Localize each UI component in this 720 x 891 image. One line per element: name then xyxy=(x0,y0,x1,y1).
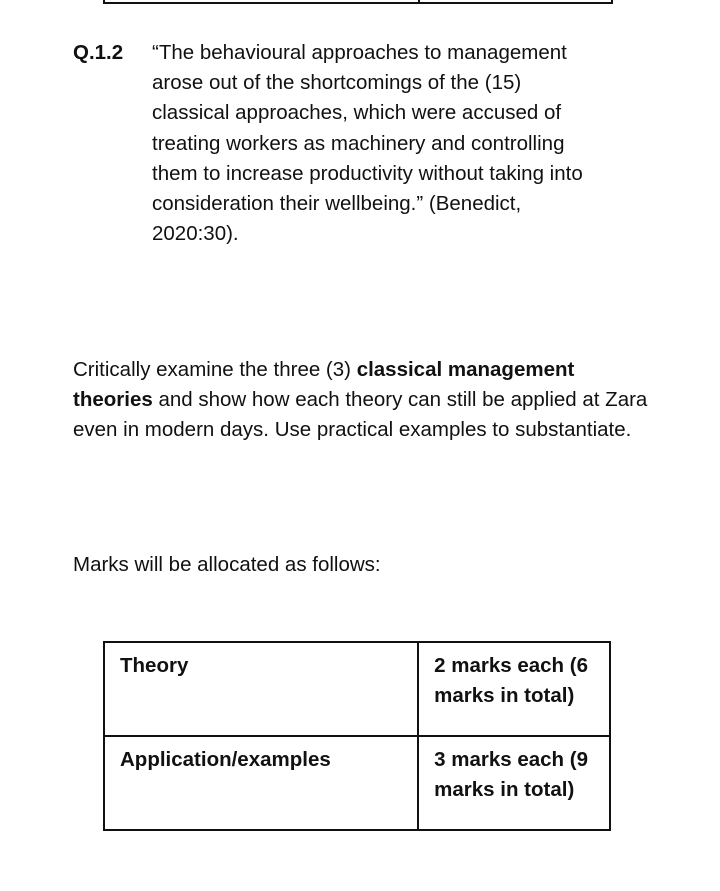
instruction-bold-term: classical management theories xyxy=(73,358,575,412)
previous-table-column-divider xyxy=(418,0,420,2)
marks-cell: 3 marks each (9 marks in total) xyxy=(418,736,610,830)
marks-allocation-intro: Marks will be allocated as follows: xyxy=(73,553,381,576)
previous-table-bottom-edge xyxy=(103,0,613,4)
marks-allocation-table xyxy=(103,641,611,831)
instruction-text-start: Critically examine the three (3) xyxy=(73,358,357,381)
table-row xyxy=(104,642,610,736)
question-number: Q.1.2 xyxy=(73,41,124,64)
instruction-text-end: and show how each theory can still be applied at Zara even in modern days. Use practical examples to substantiate. xyxy=(73,388,648,442)
marks-cell: 2 marks each (6 marks in total) xyxy=(418,642,610,736)
criterion-cell: Theory xyxy=(104,642,418,736)
question-quote: “The behavioural approaches to management arose out of the shortcomings of the (15) classical approaches, which were accused of treating workers as machinery and controlling them to increase productivity without taking into consideration their wellbeing.” (Benedict, 2020:30). xyxy=(152,41,583,246)
criterion-cell: Application/examples xyxy=(104,736,418,830)
question-instruction xyxy=(73,355,653,446)
table-row xyxy=(104,736,610,830)
